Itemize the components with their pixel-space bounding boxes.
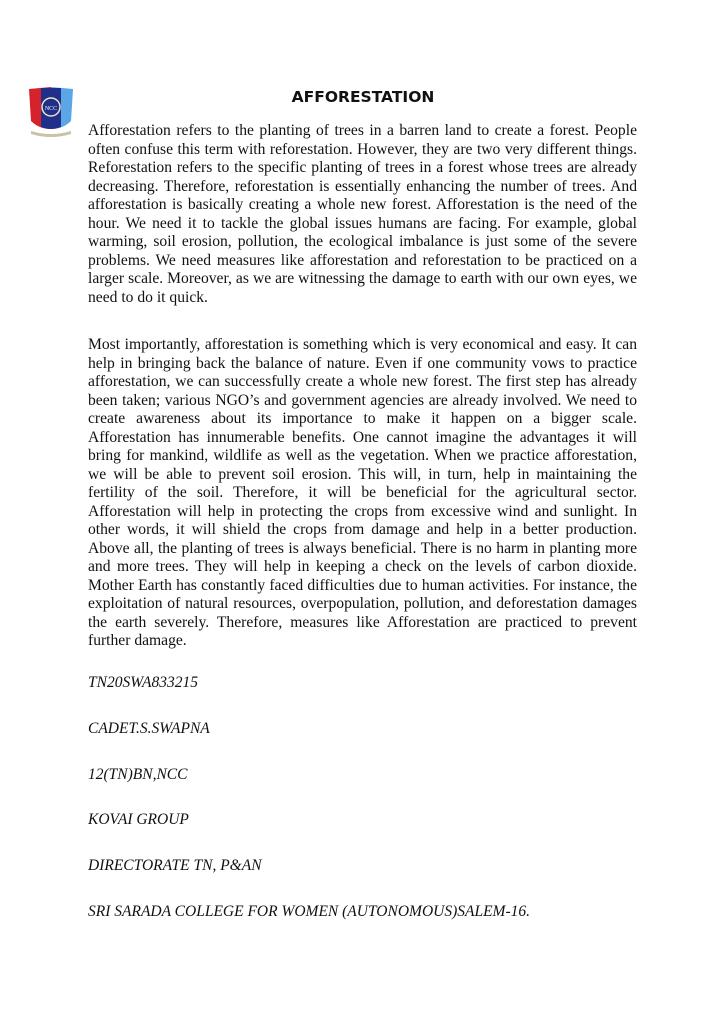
svg-text:NCC: NCC	[44, 106, 58, 112]
paragraph-1: Afforestation refers to the planting of trees in a barren land to create a forest. People often confuse this term with reforestation. However, they are two very different things. Reforestation refers to the specific planting of trees in a forest whose trees are already decreasing. Therefore, reforestation is essentially enhancing the number of trees. And afforestation is basically creating a whole new forest. Afforestation is the need of the hour. We need it to tackle the global issues humans are facing. For example, global warming, soil erosion, pollution, the ecological imbalance is just some of the severe problems. We need measures like afforestation and reforestation to be practiced on a larger scale. Moreover, as we are witnessing the damage to earth with our own eyes, we need to do it quick.	[88, 122, 637, 306]
directorate: DIRECTORATE TN, P&AN	[88, 857, 262, 874]
cadet-name: CADET.S.SWAPNA	[88, 720, 210, 737]
page-title: AFFORESTATION	[291, 88, 435, 106]
group: KOVAI GROUP	[88, 811, 189, 828]
paragraph-2: Most importantly, afforestation is something which is very economical and easy. It can help in bringing back the balance of nature. Even if one community vows to practice afforestation, we can successfully create a whole new forest. The first step has already been taken; various NGO’s and government agencies are already involved. We need to create awareness about its importance to make it happen on a bigger scale. Afforestation has innumerable benefits. One cannot imagine the advantages it will bring for mankind, wildlife as well as the vegetation. When we practice afforestation, we will be able to prevent soil erosion. This will, in turn, help in maintaining the fertility of the soil. Therefore, it will be beneficial for the agricultural sector. Afforestation will help in protecting the crops from excessive wind and sunlight. In other words, it will shield the crops from damage and help in a better production. Above all, the planting of trees is always beneficial. There is no harm in planting more and more trees. They will help in keeping a check on the levels of carbon dioxide. Mother Earth has constantly faced difficulties due to human activities. For instance, the exploitation of natural resources, overpopulation, pollution, and deforestation damages the earth severely. Therefore, measures like Afforestation are practiced to prevent further damage.	[88, 336, 637, 649]
battalion: 12(TN)BN,NCC	[88, 766, 188, 783]
cadet-id: TN20SWA833215	[88, 674, 199, 691]
college: SRI SARADA COLLEGE FOR WOMEN (AUTONOMOUS)SALEM-16.	[88, 903, 530, 920]
